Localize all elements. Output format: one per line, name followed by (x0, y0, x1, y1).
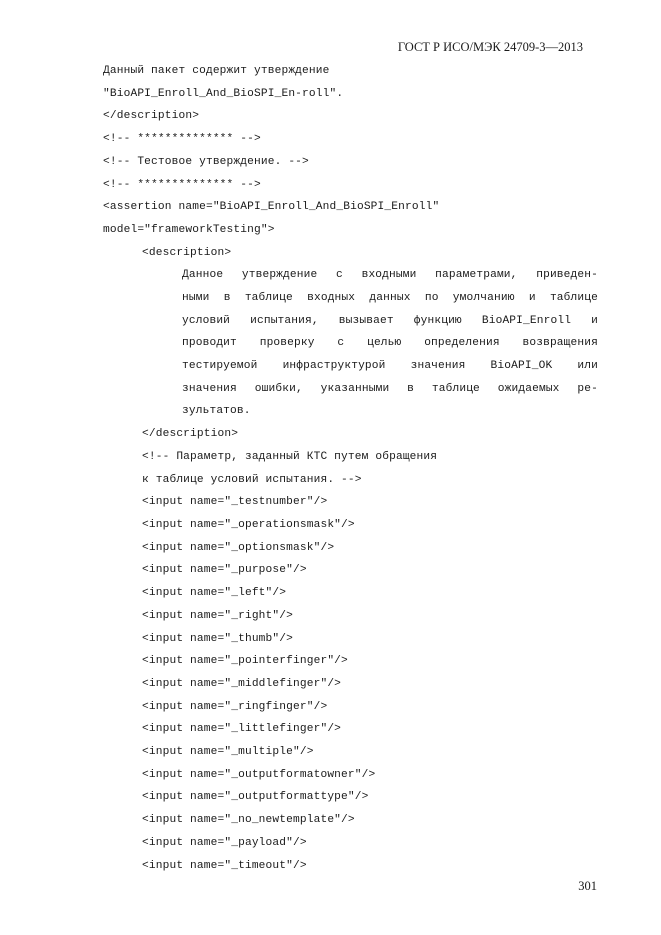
code-input-line: <input name="_optionsmask"/> (142, 541, 335, 554)
code-comment-line: <!-- Тестовое утверждение. --> (103, 155, 309, 168)
description-line: условий испытания, вызывает функцию BioAPI_Enroll и (182, 314, 598, 327)
code-comment-line: <!-- Параметр, заданный КТС путем обращения (142, 450, 438, 463)
code-input-line: <input name="_left"/> (142, 587, 287, 600)
code-input-line: <input name="_ringfinger"/> (142, 700, 328, 713)
description-line: значения ошибки, указанными в таблице ожидаемых ре- (182, 382, 598, 395)
code-comment-line: к таблице условий испытания. --> (142, 473, 362, 486)
code-input-line: <input name="_thumb"/> (142, 632, 293, 645)
code-input-line: <input name="_outputformattype"/> (142, 791, 369, 804)
page-header-standard-code: ГОСТ Р ИСО/МЭК 24709-3—2013 (397, 40, 583, 54)
code-input-line: <input name="_purpose"/> (142, 564, 307, 577)
code-input-line: <input name="_testnumber"/> (142, 496, 328, 509)
code-input-line: <input name="_middlefinger"/> (142, 677, 342, 690)
code-input-line: <input name="_multiple"/> (142, 746, 314, 758)
code-comment-line: <!-- ************** --> (103, 178, 261, 191)
page-number: 301 (578, 879, 597, 893)
description-line: тестируемой инфраструктурой значения BioAPI_OK или (182, 360, 598, 373)
code-input-line: <input name="_outputformatowner"/> (142, 768, 376, 781)
code-line: <assertion name="BioAPI_Enroll_And_BioSPI_Enroll" (103, 201, 440, 214)
code-input-line: <input name="_operationsmask"/> (142, 519, 355, 531)
description-line: зультатов. (182, 405, 251, 418)
code-input-line: <input name="_right"/> (142, 609, 293, 622)
description-line: Данное утверждение с входными параметрами, приведен- (182, 269, 598, 282)
code-line: <description> (142, 246, 232, 259)
description-line: ными в таблице входных данных по умолчанию и таблице (182, 291, 598, 304)
code-line: </description> (103, 110, 200, 123)
code-input-line: <input name="_littlefinger"/> (142, 723, 342, 736)
code-input-line: <input name="_no_newtemplate"/> (142, 814, 355, 827)
description-line: проводит проверку с целью определения возвращения (182, 337, 598, 350)
code-input-line: <input name="_payload"/> (142, 836, 307, 849)
code-line: </description> (142, 428, 239, 441)
code-comment-line: <!-- ************** --> (103, 133, 261, 146)
code-input-line: <input name="_timeout"/> (142, 859, 307, 872)
code-line: "BioAPI_Enroll_And_BioSPI_En-roll". (103, 87, 344, 100)
code-line: model="frameworkTesting"> (103, 223, 275, 236)
code-line: Данный пакет содержит утверждение (103, 65, 330, 77)
code-input-line: <input name="_pointerfinger"/> (142, 655, 348, 668)
